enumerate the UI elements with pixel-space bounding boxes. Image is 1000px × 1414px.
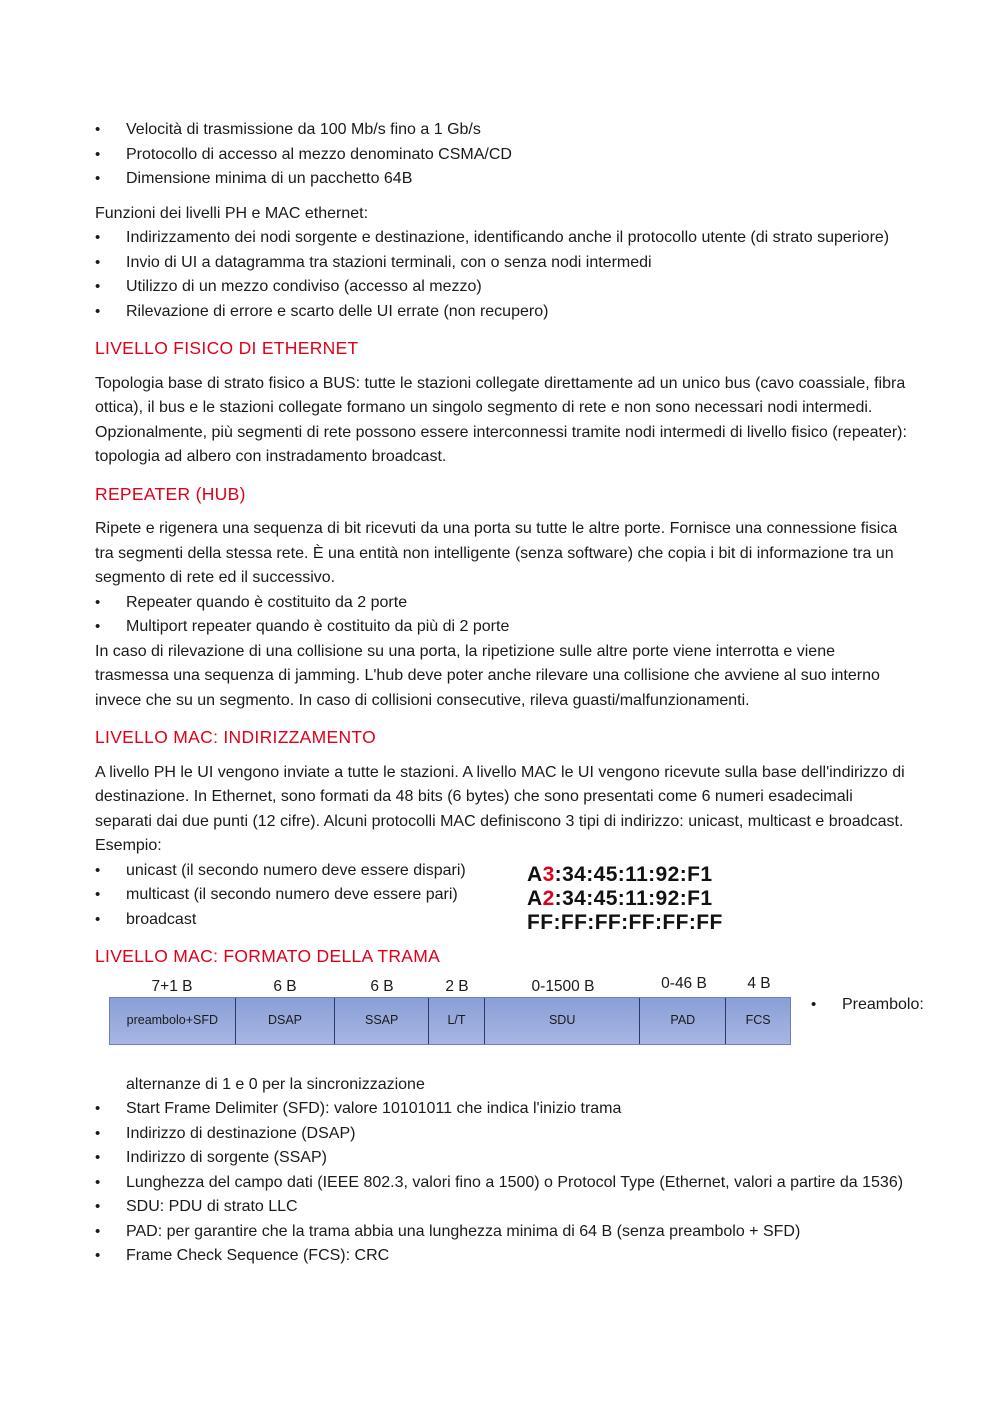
field-size-label: 6 B (273, 977, 297, 995)
heading-mac-addressing: LIVELLO MAC: INDIRIZZAMENTO (95, 727, 377, 747)
frame-field: DSAP (236, 998, 336, 1044)
unicast-example: A3:34:45:11:92:F1 (527, 862, 713, 886)
frame-format-diagram (95, 974, 924, 1067)
list-item: • Dimensione minima di un pacchetto 64B (95, 167, 910, 192)
preamble-continuation: alternanze di 1 e 0 per la sincronizzazione (126, 1075, 425, 1093)
list-item: • Multiport repeater quando è costituito da più di 2 porte (95, 615, 910, 640)
list-item: • Utilizzo di un mezzo condiviso (accesso al mezzo) (95, 275, 910, 300)
frame-field: SDU (485, 998, 641, 1044)
repeater-text-2: In caso di rilevazione di una collisione su una porta, la ripetizione sulle altre porte viene interrotta e viene trasmessa una sequenza di jamming. L'hub deve poter anche rilevare una collisione che avviene al suo interno invece che su un segmento. In caso di collisioni consecutive, rileva guasti/malfunzionamenti. (95, 642, 880, 709)
list-item: • multicast (il secondo numero deve essere pari) (95, 883, 515, 908)
list-item: • Indirizzo di sorgente (SSAP) (95, 1146, 910, 1171)
heading-repeater: REPEATER (HUB) (95, 483, 246, 504)
heading-mac-frame: LIVELLO MAC: FORMATO DELLA TRAMA (95, 946, 441, 966)
frame-field: SSAP (335, 998, 429, 1044)
multicast-example: A2:34:45:11:92:F1 (527, 886, 713, 910)
list-item: • Repeater quando è costituito da 2 porte (95, 591, 910, 616)
functions-list (95, 226, 910, 324)
field-size-label: 6 B (370, 977, 394, 995)
list-item: • Invio di UI a datagramma tra stazioni terminali, con o senza nodi intermedi (95, 251, 910, 276)
field-size-label: 2 B (445, 977, 469, 995)
list-item: • broadcast (95, 908, 515, 933)
list-item: • Indirizzamento dei nodi sorgente e destinazione, identificando anche il protocollo utente (di strato superiore) (95, 226, 910, 251)
frame-field-sizes (109, 975, 791, 997)
physical-layer-text: Topologia base di strato fisico a BUS: tutte le stazioni collegate direttamente ad un unico bus (cavo coassiale, fibra ottica), il bus e le stazioni collegate formano un singolo segmento di rete e non sono necessari nodi intermedi. Opzionalmente, più segmenti di rete possono essere interconnessi tramite nodi intermedi di livello fisico (repeater): topologia ad albero con instradamento broadcast. (95, 374, 907, 465)
list-item: • unicast (il secondo numero deve essere dispari) (95, 859, 515, 884)
list-item: • Start Frame Delimiter (SFD): valore 10101011 che indica l'inizio trama (95, 1097, 910, 1122)
frame-field: preambolo+SFD (110, 998, 236, 1044)
heading-physical-layer: LIVELLO FISICO DI ETHERNET (95, 338, 359, 358)
list-item: • Indirizzo di destinazione (DSAP) (95, 1122, 910, 1147)
mac-examples-row (95, 859, 910, 933)
field-size-label: 0-46 B (661, 974, 707, 992)
address-type-list (95, 859, 515, 933)
frame-field: PAD (640, 998, 726, 1044)
mac-addressing-text: A livello PH le UI vengono inviate a tutte le stazioni. A livello MAC le UI vengono ricevute sulla base dell'indirizzo di destinazione. In Ethernet, sono formati da 48 bits (6 bytes) che sono presentati come 6 numeri esadecimali separati dai due punti (12 cifre). Alcuni protocolli MAC definiscono 3 tipi di indirizzo: unicast, multicast e broadcast. Esempio: (95, 763, 905, 854)
intro-list (95, 118, 910, 192)
frame-field: L/T (429, 998, 485, 1044)
list-item: • Frame Check Sequence (FCS): CRC (95, 1244, 910, 1269)
field-size-label: 4 B (747, 974, 771, 992)
list-item: • Lunghezza del campo dati (IEEE 802.3, valori fino a 1500) o Protocol Type (Ethernet, valori a partire da 1536) (95, 1171, 910, 1196)
list-item: • Protocollo di accesso al mezzo denominato CSMA/CD (95, 143, 910, 168)
field-size-label: 0-1500 B (531, 977, 595, 995)
frame-field: FCS (745, 1013, 771, 1028)
functions-title: Funzioni dei livelli PH e MAC ethernet: (95, 204, 369, 222)
document-page (95, 118, 924, 1269)
frame-side-note (811, 993, 924, 1018)
list-item: • Rilevazione di errore e scarto delle UI errate (non recupero) (95, 300, 910, 325)
frame-fields-list (95, 1097, 910, 1269)
repeater-list (95, 591, 910, 640)
repeater-text: Ripete e rigenera una sequenza di bit ricevuti da una porta su tutte le altre porte. Fornisce una connessione fisica tra segmenti della stessa rete. È una entità non intelligente (senza software) che copia i bit di informazione tra un segmento di rete ed il successivo. (95, 520, 898, 586)
mac-address-examples (527, 863, 723, 935)
broadcast-example: FF:FF:FF:FF:FF:FF (527, 910, 723, 934)
list-item: • Velocità di trasmissione da 100 Mb/s fino a 1 Gb/s (95, 118, 910, 143)
list-item: • PAD: per garantire che la trama abbia una lunghezza minima di 64 B (senza preambolo + SFD) (95, 1220, 910, 1245)
field-size-label: 7+1 B (151, 977, 193, 995)
list-item: • Preambolo: (811, 993, 891, 1018)
frame-bar (109, 997, 791, 1045)
list-item: • SDU: PDU di strato LLC (95, 1195, 910, 1220)
